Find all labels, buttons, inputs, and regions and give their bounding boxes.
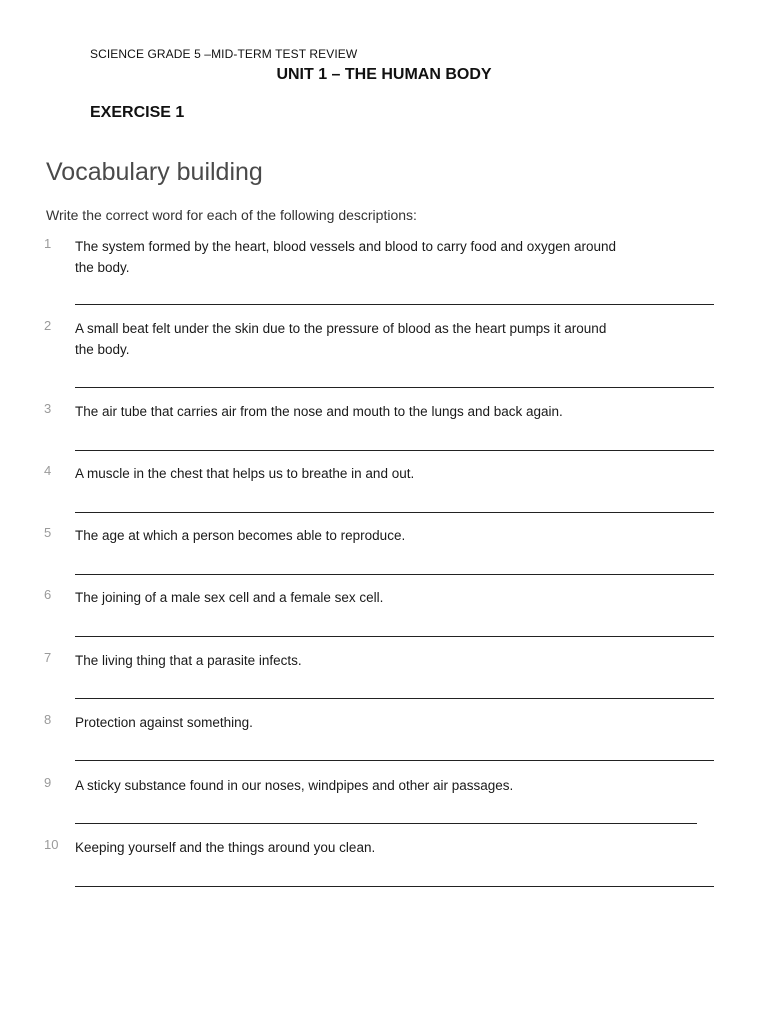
- unit-title: UNIT 1 – THE HUMAN BODY: [276, 66, 492, 83]
- question-number: 10: [44, 837, 59, 852]
- question-text: Keeping yourself and the things around you clean.: [75, 840, 376, 855]
- question-text: The joining of a male sex cell and a female sex cell.: [75, 590, 384, 605]
- question-text: Protection against something.: [75, 715, 253, 730]
- answer-line[interactable]: [75, 574, 714, 575]
- question-number: 6: [44, 587, 52, 602]
- question-number: 1: [44, 236, 52, 251]
- answer-line[interactable]: [75, 387, 714, 388]
- question-text: The air tube that carries air from the nose and mouth to the lungs and back again.: [75, 404, 563, 419]
- answer-line[interactable]: [75, 760, 714, 761]
- question-number: 4: [44, 463, 52, 478]
- instructions-text: Write the correct word for each of the following descriptions:: [46, 207, 417, 223]
- section-title: Vocabulary building: [46, 158, 263, 186]
- question-number: 5: [44, 525, 52, 540]
- answer-line[interactable]: [75, 304, 714, 305]
- answer-line[interactable]: [75, 636, 714, 637]
- answer-line[interactable]: [75, 886, 714, 887]
- question-text: A small beat felt under the skin due to the pressure of blood as the heart pumps it around the body.: [75, 321, 607, 357]
- answer-line[interactable]: [75, 698, 714, 699]
- question-number: 7: [44, 650, 52, 665]
- exercise-title: EXERCISE 1: [90, 104, 185, 121]
- question-number: 2: [44, 318, 52, 333]
- question-number: 3: [44, 401, 52, 416]
- question-number: 9: [44, 775, 52, 790]
- course-header: SCIENCE GRADE 5 –MID-TERM TEST REVIEW: [90, 47, 358, 61]
- answer-line[interactable]: [75, 450, 714, 451]
- question-text: The living thing that a parasite infects.: [75, 653, 302, 668]
- question-number: 8: [44, 712, 52, 727]
- question-text: A muscle in the chest that helps us to breathe in and out.: [75, 466, 415, 481]
- answer-line[interactable]: [75, 512, 714, 513]
- question-text: The age at which a person becomes able to reproduce.: [75, 528, 406, 543]
- question-text: A sticky substance found in our noses, windpipes and other air passages.: [75, 778, 514, 793]
- answer-line[interactable]: [75, 823, 697, 824]
- question-text: The system formed by the heart, blood vessels and blood to carry food and oxygen around the body.: [75, 239, 617, 275]
